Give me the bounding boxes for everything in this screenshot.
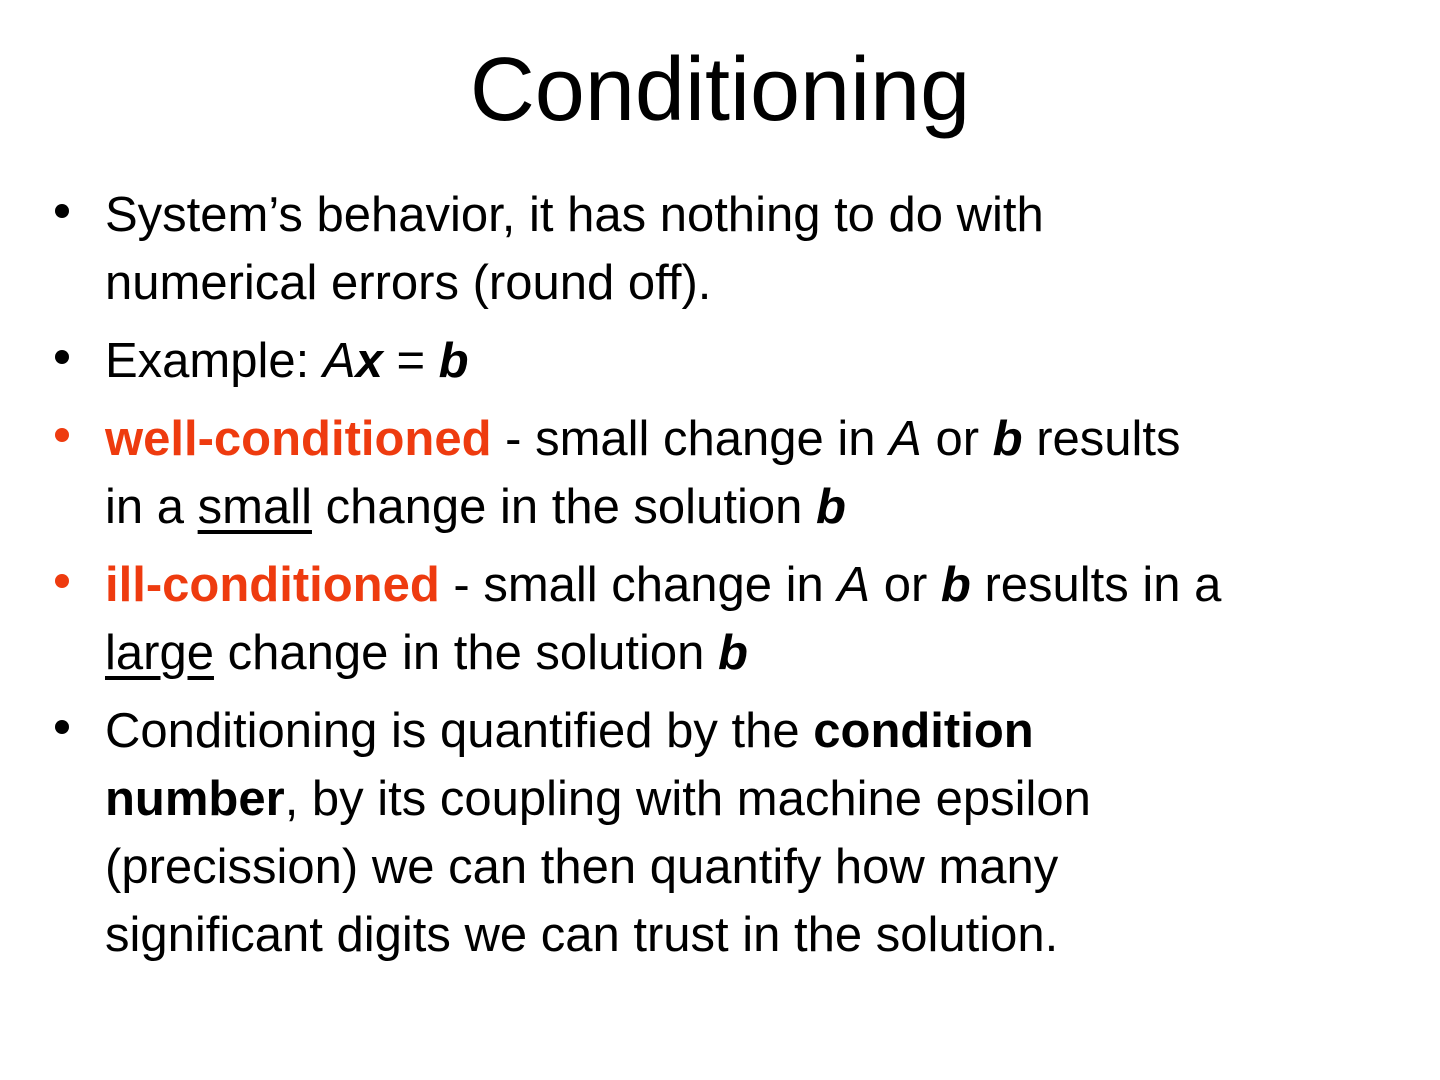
bullet-marker-icon (55, 428, 69, 442)
bullet-text-line (105, 249, 1410, 317)
text-run: or (870, 558, 941, 612)
text-run: change in the solution (311, 480, 816, 534)
text-run: change in the solution (213, 626, 718, 680)
bullet-text-line (105, 405, 1410, 473)
bullet-item (105, 327, 1410, 395)
bullet-item (105, 551, 1410, 687)
text-run: b (815, 480, 846, 534)
bullet-marker-icon (55, 350, 69, 364)
text-run: well-conditioned (105, 412, 492, 466)
bullet-text (105, 327, 1410, 395)
bullet-text-line (105, 327, 1410, 395)
bullet-list (0, 181, 1440, 969)
text-run: results in a (970, 558, 1222, 612)
text-run: A (889, 412, 922, 466)
text-run: - small change in (491, 412, 890, 466)
bullet-item (105, 181, 1410, 317)
text-run: Example: (105, 334, 323, 388)
text-run: b (940, 558, 971, 612)
text-run: x (355, 334, 383, 388)
text-run: - small change in (439, 558, 838, 612)
bullet-text-line (105, 181, 1410, 249)
bullet-text-line (105, 901, 1410, 969)
text-run: small (197, 480, 312, 534)
bullet-item (105, 405, 1410, 541)
bullet-text-line (105, 619, 1410, 687)
text-run: (precission) we can then quantify how many (105, 840, 1059, 894)
text-run: = (382, 334, 439, 388)
bullet-marker-icon (55, 574, 69, 588)
bullet-text (105, 181, 1410, 317)
text-run: , by its coupling with machine epsilon (284, 772, 1091, 826)
text-run: number (105, 772, 285, 826)
bullet-text (105, 405, 1410, 541)
text-run: or (921, 412, 993, 466)
text-run: b (717, 626, 748, 680)
text-run: results (1022, 412, 1181, 466)
bullet-text (105, 551, 1410, 687)
text-run: A (322, 334, 356, 388)
bullet-item (105, 697, 1410, 969)
text-run: large (105, 626, 214, 680)
bullet-text-line (105, 765, 1410, 833)
text-run: significant digits we can trust in the solution. (105, 908, 1059, 962)
bullet-text (105, 697, 1410, 969)
text-run: b (992, 412, 1023, 466)
bullet-marker-icon (55, 204, 69, 218)
text-run: numerical errors (round off). (105, 256, 712, 310)
text-run: ill-conditioned (105, 558, 440, 612)
text-run: b (438, 334, 469, 388)
text-run: A (837, 558, 871, 612)
bullet-text-line (105, 551, 1410, 619)
bullet-text-line (105, 697, 1410, 765)
bullet-text-line (105, 473, 1410, 541)
text-run: System’s behavior, it has nothing to do with (105, 188, 1044, 242)
text-run: in a (105, 480, 198, 534)
bullet-marker-icon (55, 720, 69, 734)
slide-title: Conditioning (469, 40, 971, 140)
bullet-text-line (105, 833, 1410, 901)
text-run: condition (813, 704, 1034, 758)
text-run: Conditioning is quantified by the (105, 704, 814, 758)
